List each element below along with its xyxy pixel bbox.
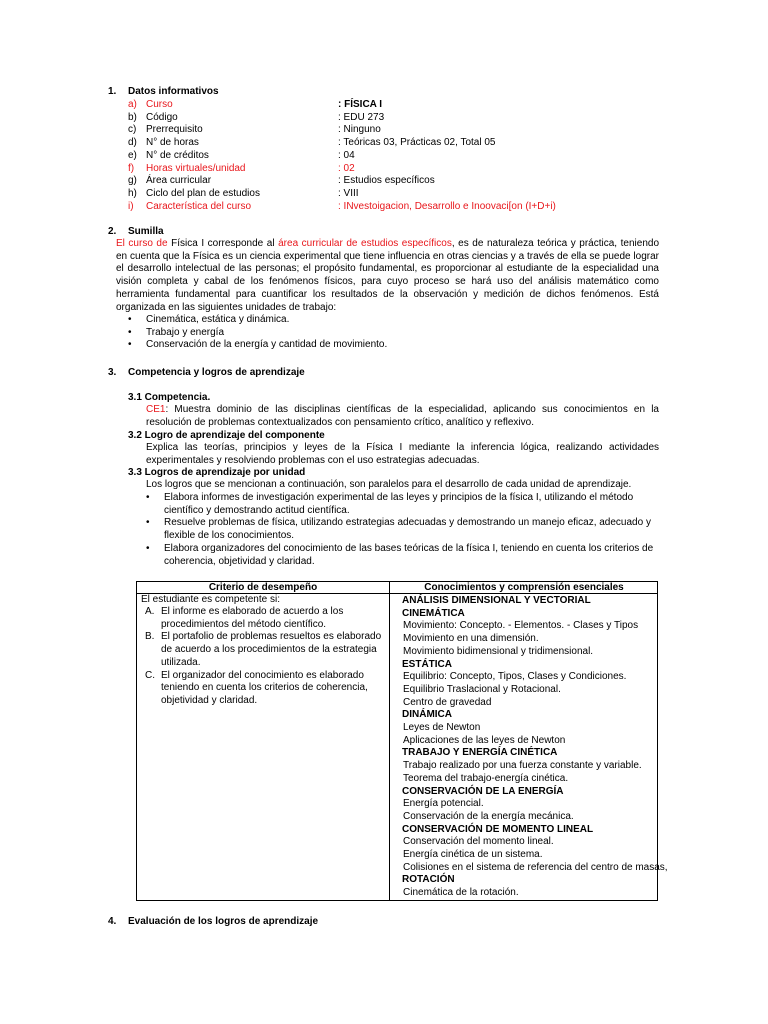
sumilla-unit-item: Conservación de la energía y cantidad de movimiento. [146,339,388,351]
knowledge-item: Energía potencial. [403,798,484,810]
info-row-label: Curso [146,99,173,110]
bullet-dot: • [146,492,150,503]
table-header-criterio: Criterio de desempeño [208,582,318,593]
knowledge-heading: DINÁMICA [402,709,452,721]
info-row-letter: e) [128,149,137,161]
competencia-paragraph [146,404,659,429]
knowledge-item: Teorema del trabajo-energía cinética. [403,772,569,784]
criterion-text: El portafolio de problemas resueltos es elaborado de acuerdo a los procedimientos de la estrategia utilizada. [161,631,382,668]
info-row-value: : EDU 273 [338,111,385,123]
criterion-text: El informe es elaborado de acuerdo a los procedimientos del método científico. [161,606,344,630]
info-row-letter: b) [128,111,137,123]
knowledge-heading: CONSERVACIÓN DE LA ENERGÍA [402,785,564,797]
knowledge-list [402,595,668,900]
criterion-item [145,670,385,708]
sumilla-unit-item: Trabajo y energía [146,326,225,338]
bullet-dot: • [128,326,132,338]
competencia-code: CE1 [146,404,166,415]
criterion-item [145,631,385,669]
info-row-value: : Estudios específicos [338,175,435,187]
sumilla-text-1: Física I corresponde al [167,238,279,249]
knowledge-item: Movimiento bidimensional y tridimensional. [403,645,594,657]
info-row-label: Área curricular [146,175,212,187]
info-row-label: Código [146,111,178,123]
logro-unidad-item: Resuelve problemas de física, utilizando estrategias adecuadas y demostrando un manejo eficaz, adecuado y flexible de los conocimientos. [164,517,651,541]
knowledge-heading: ROTACIÓN [402,874,455,886]
knowledge-item: Conservación de la energía mecánica. [403,810,574,822]
knowledge-item: Conservación del momento lineal. [403,836,554,848]
bullet-dot: • [128,314,132,325]
sumilla-red-area: área curricular de estudios específicos [278,238,452,249]
info-row-letter: f) [128,162,135,174]
info-row-label: Ciclo del plan de estudios [146,187,260,199]
criteria-list [145,606,385,708]
knowledge-item: Aplicaciones de las leyes de Newton [403,734,566,746]
logro-componente-text: Explica las teorías, principios y leyes de la Física I mediante la inferencia lógica, realizando actividades experimentales y resolviendo problemas con el uso estrategias adecuadas. [146,442,659,466]
info-row-label: Característica del curso [146,200,252,212]
knowledge-item: Energía cinética de un sistema. [403,849,543,861]
info-row-letter: c) [128,124,137,136]
info-row-letter: g) [128,175,137,187]
info-row-letter: d) [128,137,137,149]
bullet-dot: • [146,543,150,554]
info-row-letter: h) [128,187,137,199]
sumilla-text-2: , es de naturaleza teórica y práctica, teniendo en cuenta que la Física es un ciencia experimental que tiene influencia en otras ciencias y a través de ella se puede lograr el desarrollo intelectual de las personas; el propósito fundamental, es proporcionar al estudiante de la especialidad una visión completa y cabal de los fenómenos físicos, para cuyo proceso se hará uso del análisis matemático como herramienta fundamental para cuantificar los resultados de la observación y medición de dichos fenómenos. Está organizada en las siguientes unidades de trabajo: [116,238,660,313]
info-row-label: N° de horas [146,137,199,149]
section-2-title: Sumilla [128,226,164,237]
logro-unidad-item: Elabora organizadores del conocimiento de las bases teóricas de la física I, teniendo en cuenta los criterios de coherencia, objetividad y claridad. [164,543,654,567]
knowledge-heading: CONSERVACIÓN DE MOMENTO LINEAL [402,823,594,835]
knowledge-item: Movimiento: Concepto. - Elementos. - Clases y Tipos [403,620,639,632]
section-4-number: 4. [108,916,117,927]
info-row-value: : FÍSICA I [338,99,383,110]
sumilla-unit-item: Cinemática, estática y dinámica. [146,314,290,325]
knowledge-heading: CINEMÁTICA [402,607,465,619]
competencia-text: : Muestra dominio de las disciplinas científicas de la especialidad, aplicando sus conocimientos en la resolución de problemas contextualizados con pensamiento crítico, analítico y reflexivo. [146,404,659,428]
info-row-value: : INvestoigacion, Desarrollo e Inoovaci[on (I+D+i) [338,200,556,212]
knowledge-item: Leyes de Newton [403,722,481,734]
info-row-letter: a) [128,99,137,110]
section-3-title: Competencia y logros de aprendizaje [128,367,305,378]
criterion-text: El organizador del conocimiento es elaborado teniendo en cuenta los criterios de coherencia, objetividad y claridad. [161,669,368,706]
knowledge-item: Trabajo realizado por una fuerza constante y variable. [403,760,642,772]
section-1-number: 1. [108,86,117,97]
section-4-title: Evaluación de los logros de aprendizaje [128,916,319,927]
table-column-divider [389,582,390,900]
info-row-value: : 02 [338,162,355,174]
info-row-value: : VIII [338,187,359,199]
info-row-label: N° de créditos [146,149,209,161]
bullet-dot: • [128,339,132,351]
section-1-title: Datos informativos [128,86,219,97]
logros-unidad-intro: Los logros que se mencionan a continuación, son paralelos para el desarrollo de cada unidad de aprendizaje. [146,479,632,490]
knowledge-heading: TRABAJO Y ENERGÍA CINÉTICA [402,747,558,759]
logro-unidad-item: Elabora informes de investigación experimental de las leyes y principios de la física I, utilizando el método científico y demostrando actitud científica. [164,492,634,516]
competencia-heading: 3.1 Competencia. [128,392,211,403]
table-intro: El estudiante es competente si: [141,594,280,605]
info-row-label: Horas virtuales/unidad [146,162,246,174]
criterion-letter: B. [145,631,155,643]
info-row-label: Prerrequisito [146,124,203,136]
criterion-letter: C. [145,669,155,681]
sumilla-red-course: El curso de [116,238,168,249]
info-row-value: : Teóricas 03, Prácticas 02, Total 05 [338,137,496,149]
knowledge-item: Movimiento en una dimensión. [403,633,539,645]
knowledge-item: Equilibrio Traslacional y Rotacional. [403,683,561,695]
sumilla-paragraph [116,238,659,314]
knowledge-item: Centro de gravedad [403,696,492,708]
section-2-number: 2. [108,226,117,237]
bullet-dot: • [146,517,150,528]
criterion-item [145,606,385,631]
criterion-letter: A. [145,606,155,617]
knowledge-heading: ESTÁTICA [402,658,452,670]
info-row-value: : 04 [338,149,355,161]
table-header-conocimientos: Conocimientos y comprensión esenciales [424,582,624,593]
knowledge-item: Cinemática de la rotación. [403,887,519,899]
criteria-table [136,581,668,901]
knowledge-heading: ANÁLISIS DIMENSIONAL Y VECTORIAL [402,595,591,606]
logro-componente-heading: 3.2 Logro de aprendizaje del componente [128,430,325,441]
info-row-value: : Ninguno [338,124,381,136]
knowledge-item: Equilibrio: Concepto, Tipos, Clases y Condiciones. [403,671,627,683]
section-3-number: 3. [108,367,117,378]
knowledge-item: Colisiones en el sistema de referencia del centro de masas, [403,861,668,873]
logros-unidad-heading: 3.3 Logros de aprendizaje por unidad [128,467,306,478]
info-row-letter: i) [128,200,134,212]
